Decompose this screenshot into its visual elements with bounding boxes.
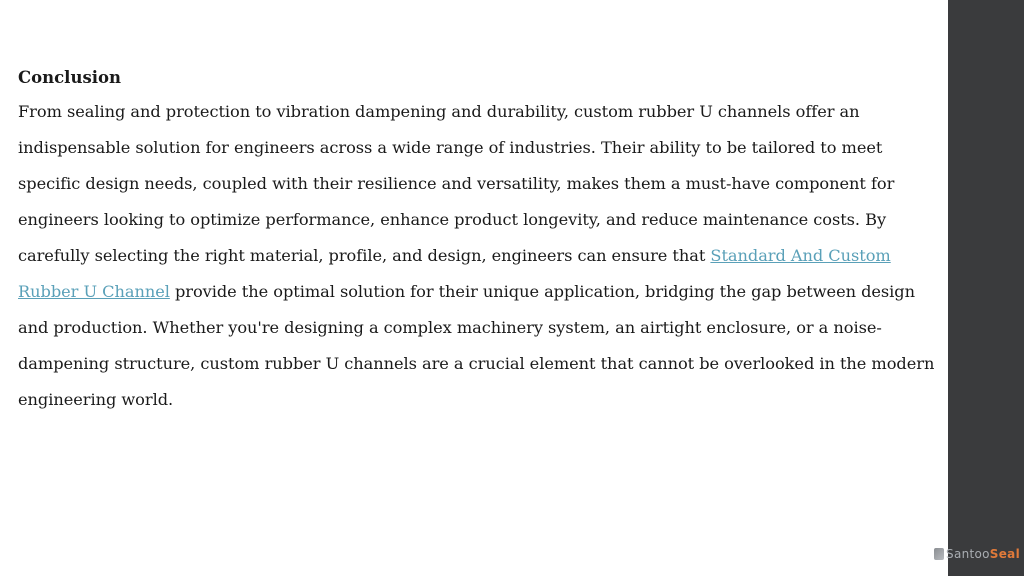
right-sidebar-panel [948,0,1024,576]
paragraph-text-before-link: From sealing and protection to vibration dampening and durability, custom rubber U channels offer an indispensable solution for engineers across a wide range of industries. Their ability to be tailored to meet specific design needs, coupled with their resilience and versatility, makes them a must-have component for engineers looking to optimize performance, enhance product longevity, and reduce maintenance costs. By carefully selecting the right material, profile, and design, engineers can ensure that [18,102,895,265]
logo-word-first: Santoo [946,547,990,561]
paragraph-text-after-link: provide the optimal solution for their unique application, bridging the gap between design and production. Whether you're designing a complex machinery system, an airtight enclosure, or a noise-dampening structure, custom rubber U channels are a crucial element that cannot be overlooked in the modern engineering world. [18,282,935,409]
body-paragraph [18,94,943,418]
product-link[interactable]: Standard And Custom Rubber U Channel [18,246,891,301]
company-logo [934,540,1020,568]
document-content [18,62,943,418]
logo-mark-icon [934,548,944,560]
logo-word-second: Seal [989,547,1020,561]
section-heading: Conclusion [18,68,122,87]
